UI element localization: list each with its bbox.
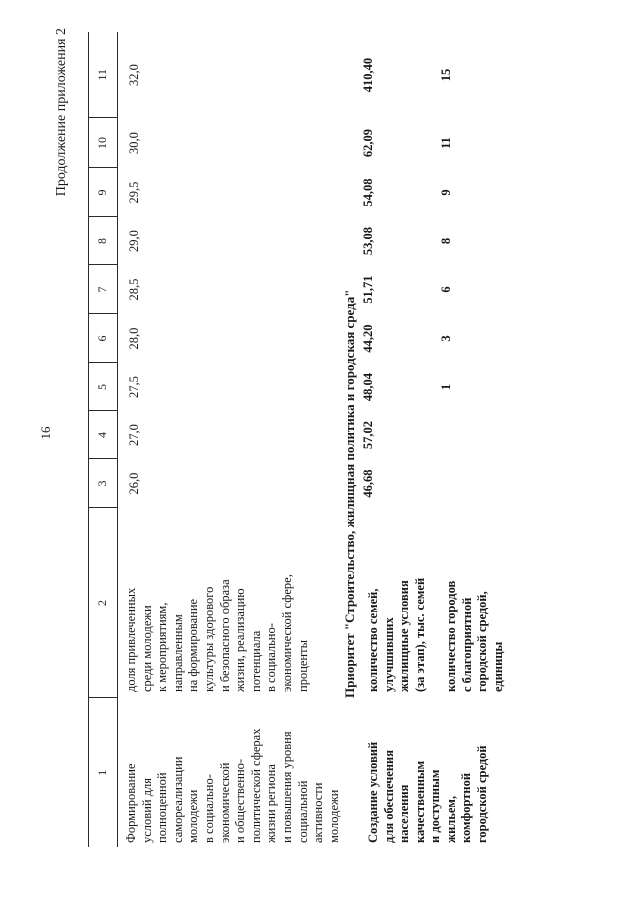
table-row [358, 32, 428, 847]
value-cell: 30,0 [127, 132, 141, 154]
value-cell [436, 411, 506, 459]
goal-line: и доступным [428, 769, 443, 843]
goal-line: социальной [295, 780, 310, 843]
goal-line: городской средой [475, 745, 490, 843]
indicator-line: на формирование [186, 598, 201, 692]
column-number: 6 [89, 314, 118, 363]
value-cell: 28,5 [127, 278, 141, 301]
value-cell: 29,5 [127, 181, 141, 204]
value-cell: 27,5 [127, 376, 141, 398]
value-cell: 51,71 [360, 275, 375, 304]
value-cell: 44,20 [360, 324, 375, 353]
goal-line: для обеспечения [381, 749, 396, 843]
goal-cell [118, 698, 343, 847]
column-number: 2 [89, 508, 118, 698]
column-number: 10 [89, 118, 118, 168]
column-number: 5 [89, 363, 118, 411]
indicator-line: экономической сфере, [279, 574, 294, 692]
goal-line: комфортной [459, 772, 474, 843]
value-cell: 410,40 [360, 57, 375, 93]
value-cell: 28,0 [127, 327, 141, 350]
value-cell [436, 459, 506, 508]
goal-line: молодежи [186, 789, 201, 843]
column-number: 3 [89, 459, 118, 508]
column-number: 7 [89, 265, 118, 314]
value-cell: 3 [439, 335, 454, 342]
value-cell: 6 [439, 286, 454, 293]
value-cell: 62,09 [360, 128, 375, 158]
indicator-line: (за этап), тыс. семей [412, 577, 427, 692]
goal-line: и общественно- [233, 758, 248, 843]
value-cell: 57,02 [360, 420, 375, 450]
indicator-cell [358, 508, 428, 698]
goal-line: жизни региона [264, 764, 279, 843]
column-number: 11 [89, 32, 118, 118]
value-cell: 11 [439, 137, 454, 149]
indicator-line: доля привлеченных [124, 587, 138, 692]
value-cell: 9 [439, 189, 454, 196]
value-cell: 54,08 [360, 178, 375, 207]
value-cell: 26,0 [127, 472, 141, 495]
table-row [118, 32, 343, 847]
goal-line: политической сферах [248, 728, 263, 843]
column-number: 8 [89, 217, 118, 265]
indicator-line: жилищные условия [397, 580, 412, 692]
indicator-line: городской средой, [475, 591, 490, 692]
goal-line: экономической [217, 762, 232, 843]
page-number: 16 [38, 426, 53, 440]
column-number: 9 [89, 168, 118, 217]
value-cell: 48,04 [360, 372, 375, 402]
goal-line: качественным [412, 760, 427, 843]
goal-line: активности [311, 782, 326, 843]
continuation-caption: Продолжение приложения 2 [54, 28, 69, 197]
value-cell: 29,0 [127, 230, 141, 252]
goal-line: полноценной [155, 772, 170, 843]
indicator-cell [436, 508, 506, 698]
indicator-line: к мероприятиям, [155, 602, 170, 692]
value-cell: 53,08 [360, 226, 375, 256]
goal-line: в социально- [201, 774, 216, 843]
value-cell: 1 [439, 383, 454, 391]
goal-line: молодежи [326, 789, 341, 843]
column-number-row [89, 32, 118, 847]
section-title: Приоритет "Строительство, жилищная политика и городская среда" [342, 289, 358, 698]
indicator-cell [118, 508, 343, 698]
column-number: 1 [89, 698, 118, 847]
goal-line: самореализации [170, 756, 185, 843]
indicator-line: жизни, реализацию [233, 588, 248, 692]
indicator-line: количество семей, [365, 588, 380, 692]
section-row [342, 32, 358, 847]
indicator-line: направленным [170, 614, 185, 692]
goal-line: населения [397, 784, 412, 843]
indicator-line: единицы [491, 641, 506, 692]
value-cell: 27,0 [127, 424, 141, 446]
indicator-line: культуры здорового [201, 586, 216, 692]
indicator-line: количество городов [444, 580, 459, 692]
goal-line: условий для [139, 777, 154, 843]
goal-line: жильем, [443, 795, 458, 843]
column-number: 4 [89, 411, 118, 459]
goal-cell [358, 698, 507, 847]
indicator-line: среди молодежи [139, 605, 154, 692]
indicators-table [88, 32, 507, 847]
indicator-line: и безопасного образа [217, 579, 232, 692]
indicator-line: в социально- [264, 623, 279, 692]
value-cell: 8 [439, 237, 454, 245]
goal-line: и повышения уровня [279, 731, 294, 843]
indicator-line: с благоприятной [459, 597, 474, 692]
value-cell: 15 [439, 68, 454, 82]
goal-line: Формирование [124, 763, 138, 843]
indicator-line: улучшивших [381, 617, 396, 692]
goal-line: Создание условий [365, 741, 380, 843]
value-cell: 32,0 [127, 64, 141, 86]
indicator-line: потенциала [248, 630, 263, 692]
indicator-line: проценты [295, 640, 310, 692]
value-cell: 46,68 [360, 469, 375, 498]
